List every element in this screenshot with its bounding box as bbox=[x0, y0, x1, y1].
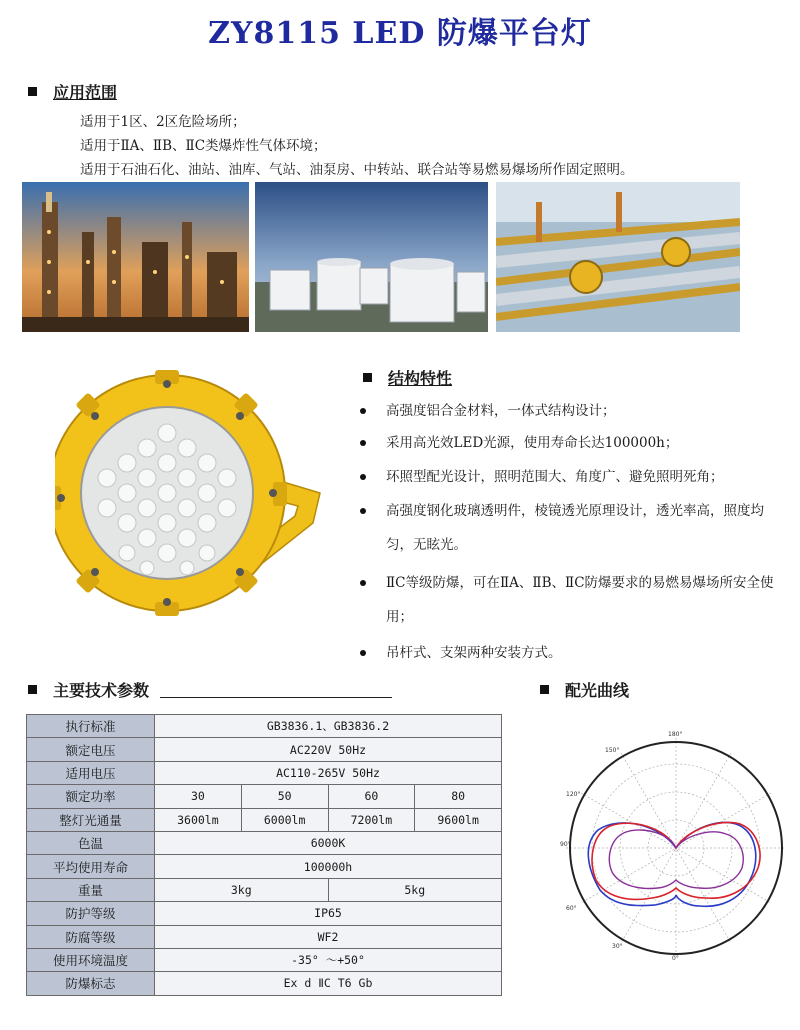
table-row bbox=[27, 738, 502, 761]
angle-label: 180° bbox=[668, 731, 683, 738]
spec-label: 执行标准 bbox=[27, 715, 155, 738]
feature-item: 采用高光效LED光源，使用寿命长达100000h； bbox=[360, 426, 780, 460]
spec-label: 防爆标志 bbox=[27, 972, 155, 995]
spec-value: AC110-265V 50Hz bbox=[155, 761, 502, 784]
feature-item: 高强度钢化玻璃透明件，棱镜透光原理设计，透光率高，照度均匀，无眩光。 bbox=[360, 494, 780, 562]
table-row bbox=[27, 808, 502, 831]
spec-label: 色温 bbox=[27, 831, 155, 854]
table-row bbox=[27, 761, 502, 784]
angle-label: 0° bbox=[672, 955, 679, 962]
angle-label: 60° bbox=[566, 905, 577, 912]
table-row bbox=[27, 855, 502, 878]
spec-label: 额定电压 bbox=[27, 738, 155, 761]
light-curve-heading: 配光曲线 bbox=[540, 678, 629, 701]
spec-value: 3kg bbox=[155, 878, 329, 901]
spec-value: 30 bbox=[155, 785, 242, 808]
structure-heading: 结构特性 bbox=[363, 366, 452, 389]
spec-value: 80 bbox=[415, 785, 502, 808]
table-row bbox=[27, 715, 502, 738]
angle-label: 30° bbox=[612, 943, 623, 950]
spec-value: WF2 bbox=[155, 925, 502, 948]
spec-value: 5kg bbox=[328, 878, 502, 901]
bullet-dot-icon bbox=[360, 408, 366, 414]
spec-label: 额定功率 bbox=[27, 785, 155, 808]
spec-label: 平均使用寿命 bbox=[27, 855, 155, 878]
storage-tanks-photo bbox=[255, 182, 488, 332]
table-row bbox=[27, 902, 502, 925]
spec-value: 6000lm bbox=[241, 808, 328, 831]
spec-value: AC220V 50Hz bbox=[155, 738, 502, 761]
feature-item: 吊杆式、支架两种安装方式。 bbox=[360, 636, 780, 670]
bullet-dot-icon bbox=[360, 474, 366, 480]
spec-value: IP65 bbox=[155, 902, 502, 925]
application-heading: 应用范围 bbox=[28, 80, 117, 103]
spec-value: 6000K bbox=[155, 831, 502, 854]
bullet-dot-icon bbox=[360, 440, 366, 446]
table-row bbox=[27, 831, 502, 854]
spec-value: -35° ～+50° bbox=[155, 948, 502, 971]
led-platform-lamp-image bbox=[55, 358, 330, 628]
spec-value: GB3836.1、GB3836.2 bbox=[155, 715, 502, 738]
heading-underline bbox=[160, 697, 392, 698]
spec-value: 3600lm bbox=[155, 808, 242, 831]
spec-table bbox=[26, 714, 502, 996]
table-row bbox=[27, 925, 502, 948]
table-row bbox=[27, 785, 502, 808]
spec-value: 100000h bbox=[155, 855, 502, 878]
application-line: 适用于1区、2区危险场所； bbox=[80, 114, 246, 130]
page-title: ZY8115 LED 防爆平台灯 bbox=[208, 16, 592, 51]
spec-label: 防腐等级 bbox=[27, 925, 155, 948]
spec-value: 50 bbox=[241, 785, 328, 808]
bullet-dot-icon bbox=[360, 580, 366, 586]
application-line: 适用于ⅡA、ⅡB、ⅡC类爆炸性气体环境； bbox=[80, 138, 327, 154]
spec-value: 7200lm bbox=[328, 808, 415, 831]
feature-item: 高强度铝合金材料，一体式结构设计； bbox=[360, 394, 780, 428]
square-bullet-icon bbox=[363, 373, 372, 382]
table-row bbox=[27, 972, 502, 995]
bullet-dot-icon bbox=[360, 650, 366, 656]
spec-value: Ex d ⅡC T6 Gb bbox=[155, 972, 502, 995]
spec-label: 重量 bbox=[27, 878, 155, 901]
angle-label: 120° bbox=[566, 791, 581, 798]
square-bullet-icon bbox=[28, 685, 37, 694]
specs-heading: 主要技术参数 bbox=[28, 678, 149, 701]
angle-label: 150° bbox=[605, 747, 620, 754]
spec-label: 适用电压 bbox=[27, 761, 155, 784]
spec-label: 使用环境温度 bbox=[27, 948, 155, 971]
spec-label: 整灯光通量 bbox=[27, 808, 155, 831]
spec-value: 60 bbox=[328, 785, 415, 808]
square-bullet-icon bbox=[28, 87, 37, 96]
table-row bbox=[27, 878, 502, 901]
square-bullet-icon bbox=[540, 685, 549, 694]
bullet-dot-icon bbox=[360, 508, 366, 514]
refinery-night-photo bbox=[22, 182, 249, 332]
spec-label: 防护等级 bbox=[27, 902, 155, 925]
feature-item: ⅡC等级防爆，可在ⅡA、ⅡB、ⅡC防爆要求的易燃易爆场所安全使用； bbox=[360, 566, 780, 634]
spec-value: 9600lm bbox=[415, 808, 502, 831]
pipelines-photo bbox=[496, 182, 740, 332]
light-distribution-curve bbox=[560, 730, 792, 962]
angle-label: 90° bbox=[560, 841, 571, 848]
application-line: 适用于石油石化、油站、油库、气站、油泵房、中转站、联合站等易燃易爆场所作固定照明。 bbox=[80, 162, 634, 178]
feature-item: 环照型配光设计，照明范围大、角度广、避免照明死角； bbox=[360, 460, 780, 494]
table-row bbox=[27, 948, 502, 971]
